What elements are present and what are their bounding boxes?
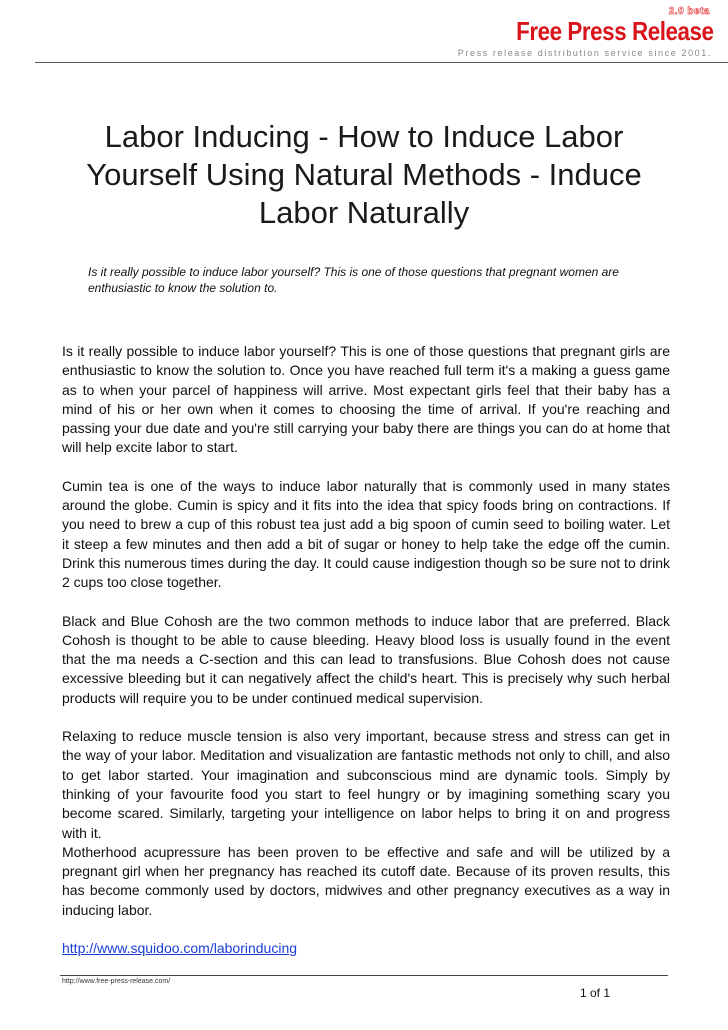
article-paragraph: Is it really possible to induce labor yourself? This is one of those questions that pregnant girls are enthusiastic to know the solution to. Once you have reached full term it's a making a guess game as to when your parcel of happiness will arrive. Most expectant girls feel that their baby has a mind of his or her own when it comes to choosing the time of arrival. If you're reaching and passing your due date and you're still carrying your baby there are things you can do at home that will help excite labor to start. xyxy=(62,343,670,456)
header-divider xyxy=(35,62,728,63)
article-paragraph: Cumin tea is one of the ways to induce labor naturally that is commonly used in many states around the globe. Cumin is spicy and it fits into the idea that spicy foods bring on contractions. If you need to brew a cup of this robust tea just add a big spoon of cumin seed to boiling water. Let it steep a few minutes and then add a bit of sugar or honey to help take the edge off the cumin. Drink this numerous times during the day. It could cause indigestion though so be sure not to drink 2 cups too close together. xyxy=(62,477,670,591)
brand-name: Free Press Release xyxy=(516,16,714,46)
article-paragraph: Motherhood acupressure has been proven to be effective and safe and will be utilized by a pregnant girl when her pregnancy has reached its cutoff date. Because of its proven results, this has become commonly used by doctors, midwives and other pregnancy executives as a way in inducing labor. xyxy=(62,843,670,918)
article-title: Labor Inducing - How to Induce Labor Yourself Using Natural Methods - Induce Labor Naturally xyxy=(86,119,642,230)
article-summary: Is it really possible to induce labor yourself? This is one of those questions that pregnant women are enthusiastic to know the solution to. xyxy=(88,265,619,295)
brand-tagline: Press release distribution service since 2001. xyxy=(457,48,712,58)
footer-divider xyxy=(60,975,668,976)
free-press-release-logo[interactable] xyxy=(444,4,714,58)
article-paragraph: Relaxing to reduce muscle tension is also very important, because stress and stress can get in the way of your labor. Meditation and visualization are fantastic methods not only to chill, and also to get labor started. Your imagination and subconscious mind are dynamic tools. Simply by thinking of your favourite food you start to feel hungry or by imagining something scary you become scared. Similarly, targeting your intelligence on labor helps to bring it on and progress with it. xyxy=(62,728,670,841)
article-paragraph: Black and Blue Cohosh are the two common methods to induce labor that are preferred. Black Cohosh is thought to be able to cause bleeding. Heavy blood loss is usually found in the event that the ma needs a C-section and this can lead to transfusions. Blue Cohosh does not cause excessive bleeding but it can negatively affect the child's heart. This is precisely why such herbal products will require you to be under continued medical supervision. xyxy=(62,612,670,706)
article-body xyxy=(62,342,670,977)
beta-badge: 2.0 beta xyxy=(668,6,710,17)
squidoo-link[interactable]: http://www.squidoo.com/laborinducing xyxy=(62,940,298,957)
page-number: 1 of 1 xyxy=(580,986,611,1000)
footer-url[interactable]: http://www.free-press-release.com/ xyxy=(62,978,171,985)
